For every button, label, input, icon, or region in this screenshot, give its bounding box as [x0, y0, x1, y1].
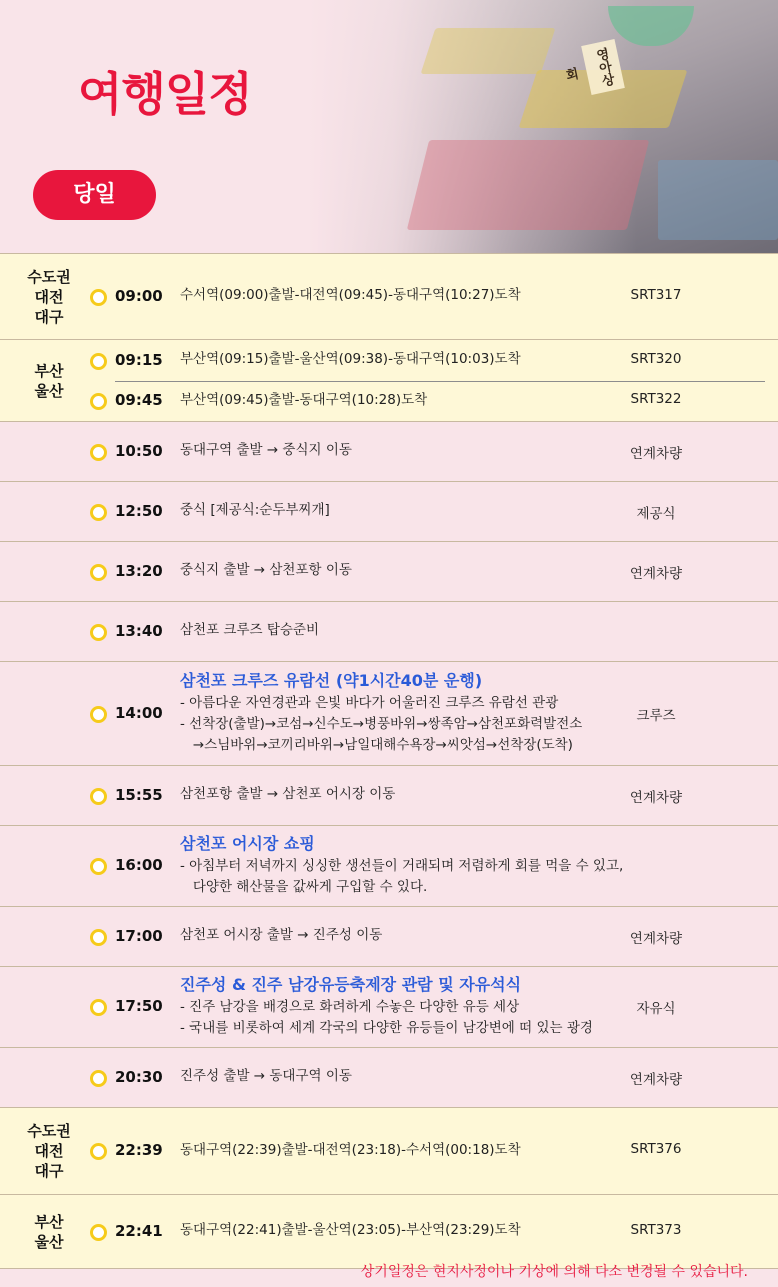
detail-line: 삼천포 크루즈 탑승준비 [180, 622, 319, 638]
itinerary-text [180, 390, 427, 411]
timeline-dot [90, 393, 107, 410]
schedule-row [0, 765, 778, 825]
schedule-row [0, 541, 778, 601]
itinerary-text [180, 285, 521, 306]
schedule-row [0, 253, 778, 339]
timeline-dot [90, 788, 107, 805]
detail-line: 중식 [제공식:순두부찌개] [180, 502, 330, 518]
time-label: 22:39 [115, 1141, 163, 1159]
transport-note: 자유식 [636, 1001, 676, 1017]
time-label: 09:15 [115, 350, 163, 369]
itinerary-text [180, 832, 623, 898]
itinerary-text [180, 925, 382, 946]
itinerary-text [180, 560, 352, 581]
itinerary-text [180, 784, 395, 805]
transport-note: SRT317 [630, 286, 682, 303]
detail-line: - 선착장(출발)→코섬→신수도→병풍바위→쌍족암→삼천포화력발전소 [180, 715, 583, 732]
timeline-dot [90, 1143, 107, 1160]
timeline-dot [90, 999, 107, 1016]
region-label [0, 422, 98, 481]
detail-line: - 국내를 비롯하여 세계 각국의 다양한 유등들이 남강변에 떠 있는 광경 [180, 1019, 593, 1036]
page-title: 여행일정 [78, 67, 252, 121]
transport-note: 연계차량 [629, 789, 683, 806]
time-label: 22:41 [115, 1221, 163, 1240]
timeline-dot [90, 929, 107, 946]
detail-line: 수서역(09:00)출발-대전역(09:45)-동대구역(10:27)도착 [180, 287, 521, 303]
detail-line: 삼천포항 출발 → 삼천포 어시장 이동 [180, 786, 396, 802]
detail-line: - 아침부터 저녁까지 싱싱한 생선들이 거래되며 저렴하게 회를 먹을 수 있고, [180, 857, 624, 874]
transport-note: SRT376 [630, 1141, 682, 1157]
detail-line: - 아름다운 자연경관과 은빛 바다가 어울러진 크루즈 유람선 관광 [180, 694, 559, 711]
transport-note: 연계차량 [629, 1071, 683, 1088]
detail-line: 부산역(09:45)출발-동대구역(10:28)도착 [180, 391, 428, 408]
itinerary-text [180, 500, 330, 521]
schedule-row [0, 825, 778, 906]
transport-note: 연계차량 [629, 930, 683, 947]
schedule-row [0, 339, 778, 421]
itinerary-text [180, 1220, 521, 1241]
region-label [0, 766, 98, 825]
time-label: 15:55 [115, 785, 163, 804]
bowl-shape [608, 6, 694, 46]
time-label: 20:30 [115, 1067, 163, 1086]
detail-line: 부산역(09:15)출발-울산역(09:38)-동대구역(10:03)도착 [180, 351, 521, 367]
basket-shape [421, 28, 556, 74]
time-label: 16:00 [115, 856, 163, 874]
time-label: 17:00 [115, 926, 163, 945]
region-label: 부산 울산 [34, 1212, 64, 1251]
row-divider [115, 381, 765, 382]
schedule-row [0, 1107, 778, 1194]
timeline-dot [90, 504, 107, 521]
timeline-dot [90, 353, 107, 370]
schedule-row [0, 1047, 778, 1107]
detail-line: 삼천포 어시장 출발 → 진주성 이동 [180, 927, 383, 943]
day-badge: 당일 [33, 170, 156, 220]
transport-note: 제공식 [636, 505, 676, 522]
transport-note: 연계차량 [629, 445, 683, 462]
time-label: 10:50 [115, 441, 163, 460]
transport-note: 연계차량 [629, 565, 683, 582]
detail-line: →스님바위→코끼리바위→남일대해수욕장→씨앗섬→선착장(도착) [180, 736, 573, 753]
region-label [0, 967, 98, 1047]
itinerary-text [180, 1140, 521, 1161]
fish-market-photo [308, 0, 778, 253]
detail-line: 진주성 출발 → 동대구역 이동 [180, 1068, 352, 1084]
schedule-row [0, 906, 778, 966]
activity-title: 삼천포 어시장 쇼핑 [180, 833, 315, 853]
timeline-dot [90, 706, 107, 723]
region-label [0, 907, 98, 966]
timeline-dot [90, 289, 107, 306]
detail-line: - 진주 남강을 배경으로 화려하게 수놓은 다양한 유등 세상 [180, 998, 520, 1015]
region-label [0, 542, 98, 601]
region-label [0, 482, 98, 541]
tank-shape [658, 160, 778, 240]
time-label: 17:50 [115, 997, 163, 1015]
itinerary-text [180, 1066, 352, 1087]
region-label [0, 1048, 98, 1107]
timeline-dot [90, 1070, 107, 1087]
region-label: 수도권 대전 대구 [27, 267, 71, 326]
detail-line: 동대구역(22:39)출발-대전역(23:18)-수서역(00:18)도착 [180, 1141, 521, 1158]
itinerary-text [180, 669, 582, 756]
detail-line: 중식지 출발 → 삼천포항 이동 [180, 562, 352, 578]
time-label: 09:00 [115, 286, 163, 305]
region-label [0, 826, 98, 906]
region-label: 수도권 대전 대구 [27, 1122, 71, 1180]
hero-banner [0, 0, 778, 253]
schedule-notice: 상기일정은 현지사정이나 기상에 의해 다소 변경될 수 있습니다. [360, 1264, 748, 1280]
shop-sign: 영아상회 [581, 39, 625, 95]
basket-shape [407, 140, 649, 230]
time-label: 13:20 [115, 561, 163, 580]
activity-title: 삼천포 크루즈 유람선 (약1시간40분 운행) [180, 670, 483, 690]
schedule-row [0, 661, 778, 765]
time-label: 12:50 [115, 501, 163, 520]
timeline-dot [90, 1224, 107, 1241]
transport-note: 크루즈 [636, 707, 676, 724]
time-label: 13:40 [115, 621, 163, 640]
timeline-dot [90, 624, 107, 641]
schedule-table [0, 253, 778, 1269]
activity-title: 진주성 & 진주 남강유등축제장 관람 및 자유석식 [180, 974, 522, 994]
transport-note: SRT322 [630, 391, 682, 407]
detail-line: 동대구역 출발 → 중식지 이동 [180, 442, 352, 458]
itinerary-text [180, 440, 352, 461]
region-label [0, 602, 98, 661]
detail-line: 다양한 해산물을 값싸게 구입할 수 있다. [180, 878, 428, 895]
timeline-dot [90, 858, 107, 875]
time-label: 14:00 [115, 703, 163, 722]
schedule-row [0, 421, 778, 481]
region-label [0, 662, 98, 765]
itinerary-text [180, 620, 319, 641]
schedule-row [0, 966, 778, 1047]
transport-note: SRT320 [630, 350, 682, 367]
schedule-row [0, 1194, 778, 1269]
region-label: 부산 울산 [34, 361, 64, 400]
time-label: 09:45 [115, 391, 163, 409]
schedule-row [0, 481, 778, 541]
schedule-row [0, 601, 778, 661]
timeline-dot [90, 564, 107, 581]
itinerary-text [180, 973, 593, 1039]
itinerary-text [180, 349, 521, 370]
transport-note: SRT373 [630, 1221, 682, 1238]
timeline-dot [90, 444, 107, 461]
detail-line: 동대구역(22:41)출발-울산역(23:05)-부산역(23:29)도착 [180, 1222, 521, 1238]
